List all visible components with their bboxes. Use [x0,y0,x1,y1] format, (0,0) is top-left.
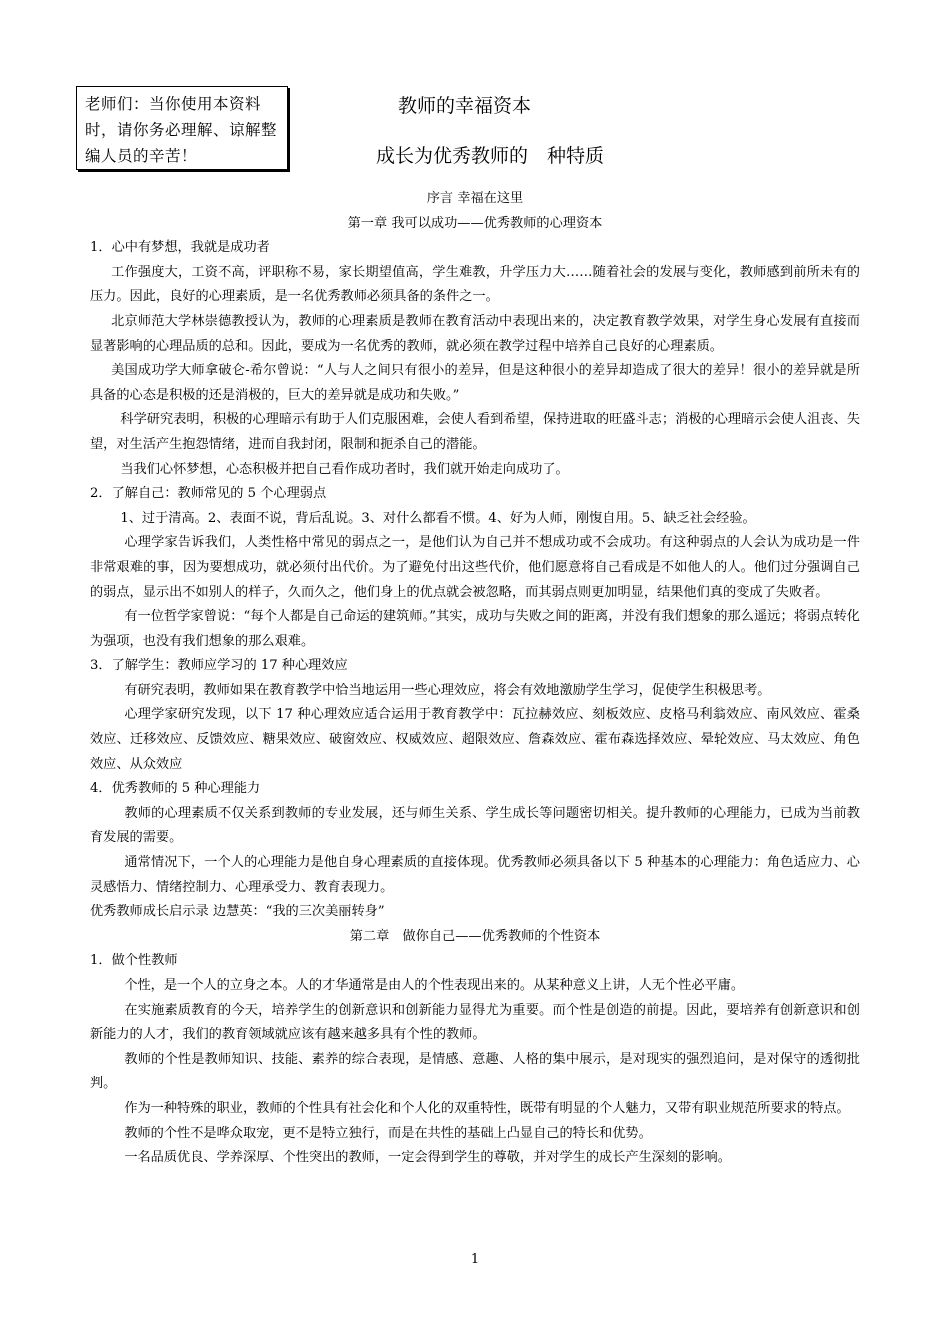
paragraph: 北京师范大学林崇德教授认为，教师的心理素质是教师在教育活动中表现出来的，决定教育教学效果，对学生身心发展有直接而显著影响的心理品质的总和。因此，要成为一名优秀的教师，就必须在教学过程中培养自己良好的心理素质。 [90,313,860,354]
book-subtitle: 成长为优秀教师的 种特质 [376,145,605,167]
chapter-1-heading: 第一章 我可以成功——优秀教师的心理资本 [347,215,603,231]
paragraph: 1、过于清高。2、表面不说，背后乱说。3、对什么都看不惯。4、好为人师，刚愎自用。5、缺乏社会经验。 [120,510,756,526]
section-heading: 2．了解自己：教师常见的 5 个心理弱点 [90,486,327,502]
paragraph: 教师的个性不是哗众取宠，更不是特立独行，而是在共性的基础上凸显自己的特长和优势。 [124,1125,652,1141]
document-body [90,187,860,1171]
notice-box [76,86,288,170]
page-number: 1 [470,1252,480,1267]
chapter-2-heading: 第二章 做你自己——优秀教师的个性资本 [349,928,601,944]
paragraph: 通常情况下，一个人的心理能力是他自身心理素质的直接体现。优秀教师必须具备以下 5 种基本的心理能力：角色适应力、心灵感悟力、情绪控制力、心理承受力、教育表现力。 [90,855,860,895]
inspiration-line: 优秀教师成长启示录 边慧英：“我的三次美丽转身” [90,904,385,920]
paragraph: 当我们心怀梦想，心态积极并把自己看作成功者时，我们就开始走向成功了。 [120,461,569,477]
section-heading: 3．了解学生：教师应学习的 17 种心理效应 [90,658,348,674]
paragraph: 教师的个性是教师知识、技能、素养的综合表现，是情感、意趣、人格的集中展示，是对现实的强烈追问，是对保守的透彻批判。 [90,1051,860,1092]
paragraph: 一名品质优良、学养深厚、个性突出的教师，一定会得到学生的尊敬，并对学生的成长产生深刻的影响。 [124,1150,731,1166]
paragraph: 心理学家告诉我们，人类性格中常见的弱点之一，是他们认为自己并不想成功或不会成功。有这种弱点的人会认为成功是一件非常艰难的事，因为要想成功，就必须付出代价。为了避免付出这些代价，他们愿意将自己看成是不如他人的人。他们过分强调自己的弱点，显示出不如别人的样子，久而久之，他们身上的优点就会被忽略，而其弱点则更加明显，结果他们真的变成了失败者。 [90,535,860,600]
paragraph: 心理学家研究发现，以下 17 种心理效应适合运用于教育教学中：瓦拉赫效应、刻板效应、皮格马利翁效应、南风效应、霍桑效应、迁移效应、反馈效应、糖果效应、破窗效应、权威效应、超限效应、詹森效应、霍布森选择效应、晕轮效应、马太效应、角色效应、从众效应 [90,707,860,772]
paragraph: 工作强度大，工资不高，评职称不易，家长期望值高，学生难教，升学压力大……随着社会的发展与变化，教师感到前所未有的压力。因此，良好的心理素质，是一名优秀教师必须具备的条件之一。 [90,264,860,305]
paragraph: 科学研究表明，积极的心理暗示有助于人们克服困难，会使人看到希望，保持进取的旺盛斗志；消极的心理暗示会使人沮丧、失望，对生活产生抱怨情绪，进而自我封闭，限制和扼杀自己的潜能。 [90,412,860,452]
book-title: 教师的幸福资本 [398,95,532,117]
section-heading: 1．做个性教师 [90,953,178,969]
preface-heading: 序言 幸福在这里 [426,191,524,206]
paragraph: 美国成功学大师拿破仑-希尔曾说：“人与人之间只有很小的差异，但是这种很小的差异却造成了很大的差异！很小的差异就是所具备的心态是积极的还是消极的，巨大的差异就是成功和失败。” [90,363,860,403]
paragraph: 有一位哲学家曾说：“每个人都是自己命运的建筑师。”其实，成功与失败之间的距离，并没有我们想象的那么遥远；将弱点转化为强项，也没有我们想象的那么艰难。 [90,609,860,649]
paragraph: 在实施素质教育的今天，培养学生的创新意识和创新能力显得尤为重要。而个性是创造的前提。因此，要培养有创新意识和创新能力的人才，我们的教育领域就应该有越来越多具有个性的教师。 [90,1002,860,1043]
paragraph: 作为一种特殊的职业，教师的个性具有社会化和个人化的双重特性，既带有明显的个人魅力，又带有职业规范所要求的特点。 [124,1100,850,1116]
paragraph: 教师的心理素质不仅关系到教师的专业发展，还与师生关系、学生成长等问题密切相关。提升教师的心理能力，已成为当前教育发展的需要。 [90,805,860,846]
paragraph: 有研究表明，教师如果在教育教学中恰当地运用一些心理效应，将会有效地激励学生学习，促使学生积极思考。 [124,682,771,698]
paragraph: 个性，是一个人的立身之本。人的才华通常是由人的个性表现出来的。从某种意义上讲，人无个性必平庸。 [124,978,745,993]
notice-text: 老师们：当你使用本资料时，请你务必理解、谅解整编人员的辛苦！ [85,95,278,165]
section-heading: 1．心中有梦想，我就是成功者 [90,240,270,256]
section-heading: 4．优秀教师的 5 种心理能力 [90,781,261,797]
